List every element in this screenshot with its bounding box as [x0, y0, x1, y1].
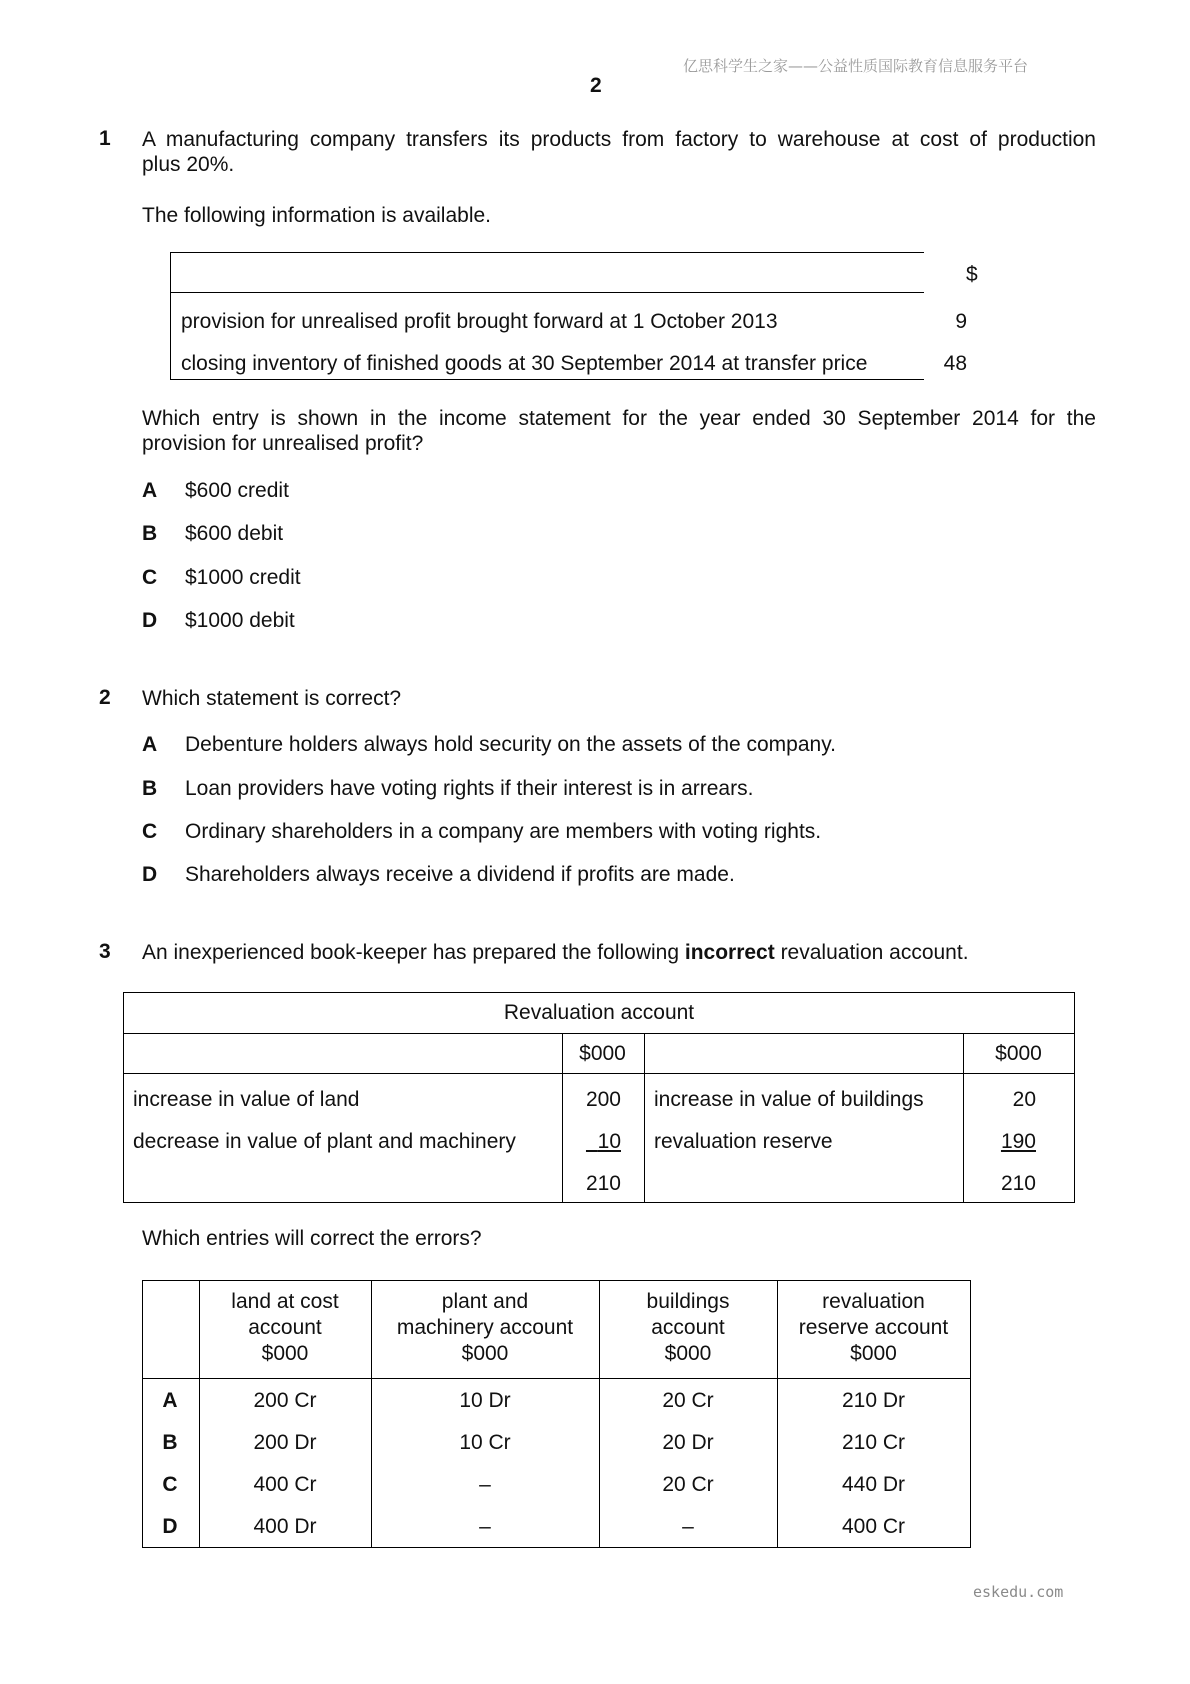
answer-cell: 210 Dr [841, 1389, 906, 1412]
answer-row-letter[interactable]: A [162, 1389, 178, 1412]
header-line: $000 [850, 1342, 897, 1365]
revaluation-right-value-text: 190 [1000, 1130, 1036, 1153]
revaluation-left-value [562, 1129, 621, 1155]
revaluation-left-label: increase in value of land [133, 1088, 360, 1111]
q2-option-text[interactable]: Loan providers have voting rights if their interest is in arrears. [185, 777, 754, 800]
answer-cell: 210 Cr [841, 1431, 906, 1454]
answer-cell: – [682, 1515, 694, 1538]
answer-header-buildings [599, 1289, 777, 1367]
question-1-number: 1 [99, 127, 111, 150]
answer-cell: 400 Cr [841, 1515, 906, 1538]
answer-row-letter[interactable]: B [162, 1431, 178, 1454]
revaluation-unit-left: $000 [579, 1042, 626, 1065]
answer-cell: 20 Cr [662, 1389, 714, 1412]
answer-cell: – [479, 1473, 491, 1496]
answer-cell: 440 Dr [841, 1473, 906, 1496]
revaluation-left-value: 200 [585, 1088, 621, 1111]
answer-cell: 10 Dr [459, 1389, 511, 1412]
revaluation-left-label: decrease in value of plant and machinery [133, 1130, 516, 1153]
q1-table-row-value: 9 [955, 310, 967, 333]
q1-table-row-label: provision for unrealised profit brought forward at 1 October 2013 [181, 310, 778, 333]
q1-stem-line2: plus 20%. [142, 153, 235, 176]
revaluation-left-value-underlined [586, 1130, 621, 1153]
header-line: land at cost [231, 1290, 339, 1313]
revaluation-right-label: revaluation reserve [654, 1130, 833, 1153]
revaluation-right-value: 20 [1012, 1088, 1036, 1111]
answer-cell: 200 Cr [253, 1389, 317, 1412]
revaluation-right-value [963, 1129, 1036, 1155]
revaluation-left-total: 210 [585, 1172, 621, 1195]
q2-stem: Which statement is correct? [142, 687, 402, 710]
answer-header-plant [371, 1289, 599, 1367]
question-3-number: 3 [99, 940, 111, 963]
question-2-number: 2 [99, 686, 111, 709]
answer-cell: 200 Dr [253, 1431, 317, 1454]
q2-option-text[interactable]: Shareholders always receive a dividend if profits are made. [185, 863, 735, 886]
revaluation-title: Revaluation account [503, 1001, 695, 1024]
q1-table-row-label: closing inventory of finished goods at 30 September 2014 at transfer price [181, 352, 868, 375]
header-line: account [248, 1316, 322, 1339]
answer-cell: 20 Dr [662, 1431, 714, 1454]
q1-question-line1: Which entry is shown in the income statement for the year ended 30 September 2014 for the [142, 407, 1096, 430]
revaluation-right-total: 210 [1000, 1172, 1036, 1195]
answer-row-letter[interactable]: C [162, 1473, 178, 1496]
header-line: reserve account [798, 1316, 949, 1339]
answer-cell: 400 Cr [253, 1473, 317, 1496]
q2-option-text[interactable]: Debenture holders always hold security on the assets of the company. [185, 733, 836, 756]
header-line: $000 [664, 1342, 712, 1365]
header-watermark: 亿思科学生之家——公益性质国际教育信息服务平台 [683, 57, 1029, 75]
q2-option-letter[interactable]: B [142, 777, 158, 800]
q3-stem-bold: incorrect [684, 941, 775, 964]
header-line: machinery account [396, 1316, 574, 1339]
q2-option-letter[interactable]: C [142, 820, 158, 843]
revaluation-left-value-text: 10 [597, 1130, 621, 1153]
q1-option-text[interactable]: $600 debit [185, 522, 284, 545]
header-line: $000 [461, 1342, 509, 1365]
q1-option-text[interactable]: $1000 credit [185, 566, 301, 589]
answer-cell: 10 Cr [459, 1431, 511, 1454]
revaluation-unit-right: $000 [995, 1042, 1042, 1065]
header-line: plant and [441, 1290, 529, 1313]
q1-info-intro: The following information is available. [142, 204, 492, 227]
q1-option-letter[interactable]: B [142, 522, 158, 545]
q1-table-row-value: 48 [943, 352, 967, 375]
q2-option-letter[interactable]: D [142, 863, 158, 886]
q2-option-text[interactable]: Ordinary shareholders in a company are members with voting rights. [185, 820, 822, 843]
q1-option-text[interactable]: $1000 debit [185, 609, 295, 632]
q1-table-currency-header: $ [966, 263, 978, 286]
answer-header-land [199, 1289, 371, 1367]
header-line: revaluation [822, 1290, 925, 1313]
q1-stem-line1: A manufacturing company transfers its products from factory to warehouse at cost of production [142, 128, 1096, 151]
header-line: account [651, 1316, 725, 1339]
page-number: 2 [590, 74, 602, 97]
answer-header-reserve [777, 1289, 970, 1367]
header-line: buildings [646, 1290, 730, 1313]
q2-option-letter[interactable]: A [142, 733, 158, 756]
q1-option-letter[interactable]: C [142, 566, 158, 589]
header-line: $000 [261, 1342, 309, 1365]
revaluation-right-label: increase in value of buildings [654, 1088, 924, 1111]
q3-stem-before: An inexperienced book-keeper has prepared the following [142, 941, 685, 964]
answer-cell: 400 Dr [253, 1515, 317, 1538]
answer-cell: – [479, 1515, 491, 1538]
q1-option-letter[interactable]: A [142, 479, 158, 502]
q3-stem [142, 940, 969, 966]
answer-cell: 20 Cr [662, 1473, 714, 1496]
q3-stem-after: revaluation account. [774, 941, 969, 964]
q1-option-letter[interactable]: D [142, 609, 158, 632]
answer-row-letter[interactable]: D [162, 1515, 178, 1538]
q1-option-text[interactable]: $600 credit [185, 479, 289, 502]
q3-question: Which entries will correct the errors? [142, 1227, 482, 1250]
q1-question-line2: provision for unrealised profit? [142, 432, 424, 455]
footer-site: eskedu.com [973, 1583, 1064, 1601]
